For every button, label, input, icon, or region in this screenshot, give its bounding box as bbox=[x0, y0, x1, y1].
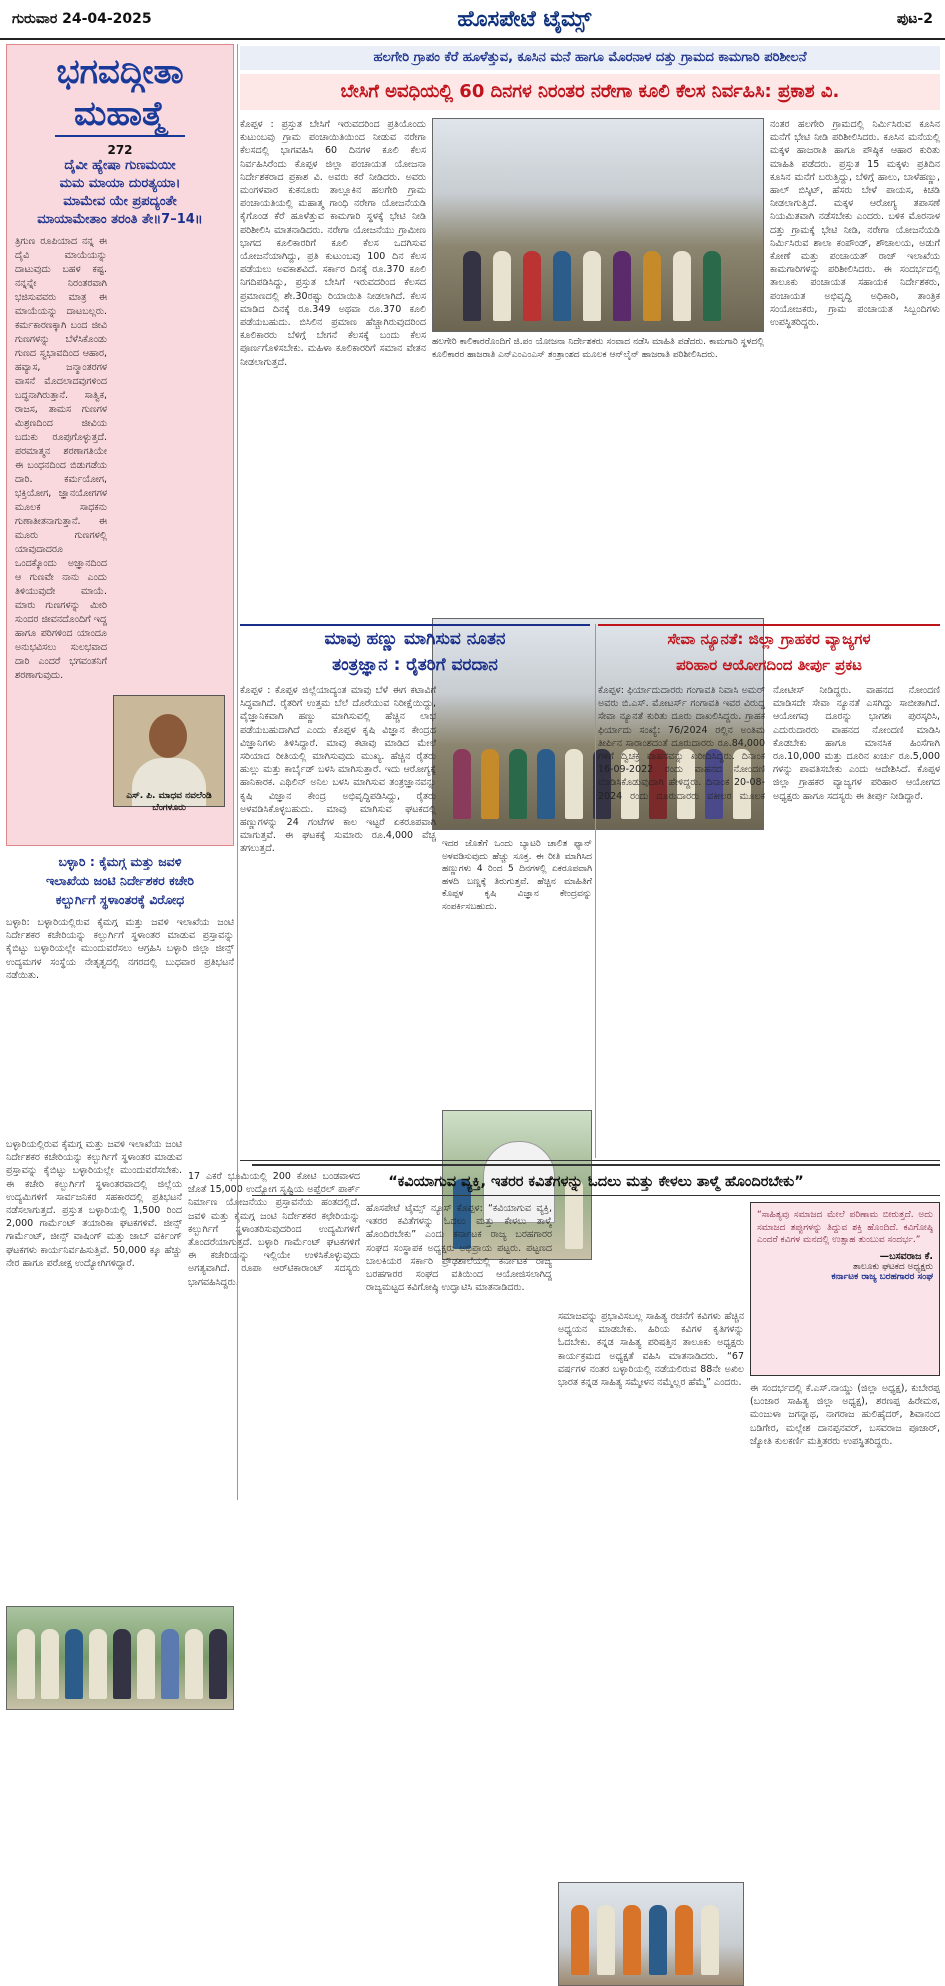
gita-body: ತ್ರಿಗುಣ ರೂಪಿಯಾದ ನನ್ನ ಈ ದೈವಿ ಮಾಯೆಯನ್ನು ದಾಟುವುದು ಬಹಳ ಕಷ್ಟ. ನನ್ನನ್ನೇ ನಿರಂತರವಾಗಿ ಭಜಿಸುವವರು ಮಾತ್ರ ಈ ಮಾಯೆಯನ್ನು ದಾಟಬಲ್ಲರು. ಕರ್ಮಕಾರಣಕ್ಕಾಗಿ ಬಂದ ಜೀವಿ ಗುಣಗಳನ್ನು ಬೆಳೆಸಿಕೊಂಡು ಗುಣದ ಸ್ವಭಾವದಿಂದ ಆಹಾರ, ಹವ್ಯಾಸ, ಜನ್ಮಾಂತರಗಳ ವಾಸನೆ ಮೊದಲಾದವುಗಳಿಂದ ಬದ್ಧನಾಗಿರುತ್ತಾನೆ. ಸಾತ್ವಿಕ, ರಾಜಸ, ತಾಮಸ ಗುಣಗಳ ಮಿಶ್ರಣದಿಂದ ಜೀವಿಯ ಬದುಕು ರೂಪುಗೊಳ್ಳುತ್ತದೆ. ಪರಮಾತ್ಮನ ಶರಣಾಗತಿಯೇ ಈ ಬಂಧನದಿಂದ ಬಿಡುಗಡೆಯ ದಾರಿ. ಕರ್ಮಯೋಗ, ಭಕ್ತಿಯೋಗ, ಜ್ಞಾನಯೋಗಗಳ ಮೂಲಕ ಸಾಧಕನು ಗುಣಾತೀತನಾಗುತ್ತಾನೆ. ಈ ಮೂರು ಗುಣಗಳಲ್ಲಿ ಯಾವುದಾದರೂ ಒಂದಕ್ಕೊಂದು ಅಜ್ಞಾನದಿಂದ ಆ ಗುಣವೇ ನಾನು ಎಂದು ತಿಳಿಯುವುದೇ ಮಾಯೆ. ಮಾರು ಗುಣಗಳನ್ನು ಮೀರಿ ಸುಂದರ ಜೀವನದೊಂದಿಗೆ ಇದ್ದ ಹಾಗೂ ಪರಿಗಳಿಂದ ಯಾಂದೂ ಅನುಭವಿಸಲು ಸುಲಭವಾದ ದಾರಿ ಎಂದರೆ ಭಗವಂತನಿಗೆ ಶರಣಾಗುವುದು. bbox=[15, 236, 107, 681]
poet-body-left: ಹೊಸಪೇಟೆ ಟೈಮ್ಸ್ ನ್ಯೂಸ್ ಕೊಪ್ಪಳ: “ಕವಿಯಾಗುವ ವ್ಯಕ್ತಿ, ಇತರರ ಕವಿತೆಗಳನ್ನು ಓದಲು ಮತ್ತು ಕೇಳಲು ತಾಳ್ಮೆ ಹೊಂದಿರಬೇಕು” ಎಂದು ಕರ್ನಾಟಕ ರಾಜ್ಯ ಬರಹಗಾರರ ಸಂಘದ ಸಂಸ್ಥಾಪಕ ಅಧ್ಯಕ್ಷರು ಅಭಿಪ್ರಾಯ ಪಟ್ಟರು. ಪಟ್ಟಣದ ಬಾಲಕಿಯರ ಸರ್ಕಾರಿ ಪ್ರೌಢಶಾಲೆಯಲ್ಲಿ ಕರ್ನಾಟಕ ರಾಜ್ಯ ಬರಹಗಾರರ ಸಂಘದ ವತಿಯಿಂದ ಆಯೋಜಿಸಲಾಗಿದ್ದ ರಾಜ್ಯಮಟ್ಟದ ಕವಿಗೋಷ್ಠಿ ಉದ್ಘಾಟಿಸಿ ಮಾತನಾಡಿದರು. bbox=[366, 1203, 552, 1294]
mango-headline bbox=[240, 624, 590, 680]
ballari-headline-line2: ಇಲಾಖೆಯ ಜಂಟಿ ನಿರ್ದೇಶಕರ ಕಚೇರಿ bbox=[46, 873, 194, 888]
ballari-body-1: ಬಳ್ಳಾರಿ: ಬಳ್ಳಾರಿಯಲ್ಲಿರುವ ಕೈಮಗ್ಗ ಮತ್ತು ಜವಳಿ ಇಲಾಖೆಯ ಜಂಟಿ ನಿರ್ದೇಶಕರ ಕಚೇರಿಯನ್ನು ಕಲ್ಬುರ್ಗಿಗೆ ಸ್ಥಳಾಂತರ ಮಾಡುವ ಪ್ರಸ್ತಾವನ್ನು ಕೈಬಿಟ್ಟು ಬಳ್ಳಾರಿಯಲ್ಲೇ ಮುಂದುವರೆಸಲು ಆಗ್ರಹಿಸಿ ಬಳ್ಳಾರಿ ಜಿಲ್ಲಾ ಜೀನ್ಸ್ ಉದ್ಯಮಗಳ ಸಂಸ್ಥೆಯ ನೇತೃತ್ವದಲ್ಲಿ ನಗರದಲ್ಲಿ ಬುಧವಾರ ಪ್ರತಿಭಟನೆ ನಡೆಯಿತು. bbox=[6, 917, 234, 981]
consumer-body: ಕೊಪ್ಪಳ: ಫಿರ್ಯಾದುದಾರರು ಗಂಗಾವತಿ ನಿವಾಸಿ ಅಮರ್ ಅವರು ಬಿ.ಎಸ್. ಮೋಟರ್ಸ್ ಗಂಗಾವತಿ ಇವರ ವಿರುದ್ಧ ಸೇವಾ ನ್ಯೂನತೆ ಕುರಿತು ದೂರು ದಾಖಲಿಸಿದ್ದರು. ಗ್ರಾಹಕ ಫಿರ್ಯಾದು ಸಂಖ್ಯೆ: 76/2024 ರಲ್ಲಿನ ಅಂತಿಮ ತೀರ್ಪಿನ ಸಾರಾಂಶದಂತೆ ದೂರುದಾರರು ರೂ.84,000 ಗಳಿಗೆ ದ್ವಿಚಕ್ರ ವಾಹನವನ್ನು ಖರೀದಿಸಿದ್ದರು. ದಿನಾಂಕ 16-09-2022 ರಂದು ವಾಹನದ ನೋಂದಣಿ ಮಾಡಿಸಿಕೊಡುವುದಾಗಿ ಹೇಳಿದ್ದರು. ದಿನಾಂಕ 20-08-2024 ರಂದು ದೂರುದಾರರು ವಕೀಲರ ಮೂಲಕ ನೋಟೀಸ್ ನೀಡಿದ್ದರು. ವಾಹನದ ನೋಂದಣಿ ಮಾಡಿಸದೇ ಸೇವಾ ನ್ಯೂನತೆ ಎಸಗಿದ್ದು ಸಾಬೀತಾಗಿದೆ. ಆಯೋಗವು ದೂರನ್ನು ಭಾಗಶಃ ಪುರಸ್ಕರಿಸಿ, ಎದುರುದಾರರು ವಾಹನದ ನೋಂದಣಿ ಮಾಡಿಸಿ ಕೊಡಬೇಕು ಹಾಗೂ ಮಾನಸಿಕ ಹಿಂಸೆಗಾಗಿ ರೂ.10,000 ಮತ್ತು ದೂರಿನ ಖರ್ಚು ರೂ.5,000 ಗಳನ್ನು ಪಾವತಿಸಬೇಕು ಎಂದು ಆದೇಶಿಸಿದೆ. ಕೊಪ್ಪಳ ಜಿಲ್ಲಾ ಗ್ರಾಹಕರ ವ್ಯಾಜ್ಯಗಳ ಪರಿಹಾರ ಆಯೋಗದ ಅಧ್ಯಕ್ಷರು ಹಾಗೂ ಸದಸ್ಯರು ಈ ತೀರ್ಪು ನೀಡಿದ್ದಾರೆ. bbox=[598, 685, 940, 802]
mango-headline-line2: ತಂತ್ರಜ್ಞಾನ : ರೈತರಿಗೆ ವರದಾನ bbox=[332, 655, 498, 675]
mango-body: ಕೊಪ್ಪಳ : ಕೊಪ್ಪಳ ಜಿಲ್ಲೆಯಾದ್ಯಂತ ಮಾವು ಬೆಳೆ ಈಗ ಕಟಾವಿಗೆ ಸಿದ್ಧವಾಗಿದೆ. ರೈತರಿಗೆ ಉತ್ತಮ ಬೆಲೆ ದೊರೆಯುವ ನಿರೀಕ್ಷೆಯಿದ್ದು, ವೈಜ್ಞಾನಿಕವಾಗಿ ಹಣ್ಣು ಮಾಗಿಸುವಲ್ಲಿ ಹೆಚ್ಚಿನ ಲಾಭ ಪಡೆಯಬಹುದಾಗಿದೆ ಎಂದು ಕೊಪ್ಪಳ ಕೃಷಿ ವಿಜ್ಞಾನ ಕೇಂದ್ರದ ವಿಜ್ಞಾನಿಗಳು ತಿಳಿಸಿದ್ದಾರೆ. ಮಾವು ಕಟಾವು ಮಾಡಿದ ಮೇಲೆ ಸರಿಯಾದ ರೀತಿಯಲ್ಲಿ ಮಾಗಿಸುವುದು ಮುಖ್ಯ. ಹೆಚ್ಚಿನ ರೈತರು ಹುಲ್ಲು ಮತ್ತು ಕಾರ್ಬೈಡ್ ಬಳಸಿ ಮಾಗಿಸುತ್ತಾರೆ. ಇದು ಆರೋಗ್ಯಕ್ಕೆ ಹಾನಿಕಾರಕ. ಎಥಿಲಿನ್ ಅನಿಲ ಬಳಸಿ ಮಾಗಿಸುವ ತಂತ್ರಜ್ಞಾನವನ್ನು ಕೃಷಿ ವಿಜ್ಞಾನ ಕೇಂದ್ರ ಅಭಿವೃದ್ಧಿಪಡಿಸಿದ್ದು, ರೈತರು ಅಳವಡಿಸಿಕೊಳ್ಳಬಹುದು. ಮಾವು ಮಾಗಿಸುವ ಘಟಕದಲ್ಲಿ ಹಣ್ಣುಗಳನ್ನು 24 ಗಂಟೆಗಳ ಕಾಲ ಇಟ್ಟರೆ ಏಕರೂಪವಾಗಿ ಮಾಗುತ್ತವೆ. ಈ ಘಟಕಕ್ಕೆ ಸುಮಾರು ರೂ.4,000 ವೆಚ್ಚ ತಗಲುತ್ತದೆ. bbox=[240, 685, 436, 855]
page-number: ಪುಟ-2 bbox=[896, 11, 933, 27]
newspaper-name: ಹೊಸಪೇಟೆ ಟೈಮ್ಸ್ bbox=[457, 6, 592, 32]
narega-photo-1 bbox=[432, 118, 764, 332]
gita-number: 272 bbox=[107, 143, 133, 157]
gita-column bbox=[6, 44, 234, 846]
ballari-headline bbox=[6, 852, 234, 912]
gita-verse-1: ದೈವೀ ಹ್ಯೇಷಾ ಗುಣಮಯೀ bbox=[64, 158, 176, 173]
ballari-headline-line3: ಕಲ್ಬುರ್ಗಿಗೆ ಸ್ಥಳಾಂತರಕ್ಕೆ ವಿರೋಧ bbox=[55, 892, 185, 907]
consumer-headline-line1: ಸೇವಾ ನ್ಯೂನತೆ: ಜಿಲ್ಲಾ ಗ್ರಾಹಕರ ವ್ಯಾಜ್ಯಗಳ bbox=[667, 630, 871, 648]
gita-verse-2: ಮಮ ಮಾಯಾ ದುರತ್ಯಯಾ। bbox=[59, 176, 181, 191]
poet-quote-author: —ಬಸವರಾಜ ಕೆ. bbox=[879, 1250, 933, 1262]
issue-date: ಗುರುವಾರ 24-04-2025 bbox=[12, 11, 152, 27]
narega-body-left: ಕೊಪ್ಪಳ : ಪ್ರಸ್ತುತ ಬೇಸಿಗೆ ಇರುವದರಿಂದ ಪ್ರತಿಯೊಂದು ಕುಟುಂಬವು ಗ್ರಾಮ ಪಂಚಾಯಿತಿಯಿಂದ ನೀಡುವ ನರೇಗಾ ಕೆಲಸದಲ್ಲಿ ಭಾಗವಹಿಸಿ 60 ದಿನಗಳ ಕೂಲಿ ಕೆಲಸ ನಿರ್ವಹಿಸಿರೆಂದು ಕೊಪ್ಪಳ ಜಿಲ್ಲಾ ಪಂಚಾಯತ ಯೋಜನಾ ನಿರ್ದೇಶಕರಾದ ಪ್ರಕಾಶ ವಿ. ಅವರು ಕರೆ ನೀಡಿದರು. ಅವರು ಮಂಗಳವಾರ ಕುಕನೂರು ತಾಲ್ಲೂಕಿನ ಹಲಗೇರಿ ಗ್ರಾಮ ಪಂಚಾಯತಿಯಲ್ಲಿ ಮಹಾತ್ಮ ಗಾಂಧಿ ನರೇಗಾ ಯೋಜನೆಯಡಿ ಕೈಗೊಂಡ ಕೆರೆ ಹೂಳೆತ್ತುವ ಕಾಮಗಾರಿ ಸ್ಥಳಕ್ಕೆ ಭೇಟಿ ನೀಡಿ ಪರಿಶೀಲಿಸಿ ಮಾತನಾಡಿದರು. ನರೇಗಾ ಯೋಜನೆಯು ಗ್ರಾಮೀಣ ಭಾಗದ ಕೂಲಿಕಾರರಿಗೆ ಕೂಲಿ ಕೆಲಸ ಒದಗಿಸುವ ಯೋಜನೆಯಾಗಿದ್ದು, ಪ್ರತಿ ಕುಟುಂಬವು 100 ದಿನ ಕೆಲಸ ಪಡೆಯಲು ಅವಕಾಶವಿದೆ. ಸರ್ಕಾರ ದಿನಕ್ಕೆ ರೂ.370 ಕೂಲಿ ನಿಗದಿಪಡಿಸಿದ್ದು, ಪ್ರಸ್ತುತ ಬೇಸಿಗೆ ಇರುವದರಿಂದ ಕೆಲಸದ ಪ್ರಮಾಣದಲ್ಲಿ ಶೇ.30ರಷ್ಟು ರಿಯಾಯಿತಿ ನೀಡಲಾಗಿದೆ. ಕೆಲಸ ಮಾಡಿದ ದಿನಕ್ಕೆ ರೂ.349 ಅಥವಾ ರೂ.370 ಕೂಲಿ ಪಡೆಯಬಹುದು. ಬಿಸಿಲಿನ ಪ್ರಮಾಣ ಹೆಚ್ಚಾಗಿರುವುದರಿಂದ ಕೂಲಿಕಾರರು ಬೆಳಿಗ್ಗೆ ಬೇಗನೆ ಕೆಲಸಕ್ಕೆ ಬಂದು ಕೆಲಸ ಪೂರ್ಣಗೊಳಿಸಬೇಕು. ಮಹಿಳಾ ಕೂಲಿಕಾರರಿಗೆ ಸಮಾನ ವೇತನ ನೀಡಲಾಗುತ್ತದೆ. bbox=[240, 119, 426, 368]
column-divider bbox=[595, 624, 596, 1158]
section-divider bbox=[240, 1160, 940, 1161]
ballari-headline-line1: ಬಳ್ಳಾರಿ : ಕೈಮಗ್ಗ ಮತ್ತು ಜವಳಿ bbox=[58, 854, 182, 869]
poet-body-mid: ಸಮಾಜವನ್ನು ಪ್ರಭಾವಿಸಬಲ್ಲ ಸಾಹಿತ್ಯ ರಚನೆಗೆ ಕವಿಗಳು ಹೆಚ್ಚಿನ ಅಧ್ಯಯನ ಮಾಡಬೇಕು. ಹಿರಿಯ ಕವಿಗಳ ಕೃತಿಗಳನ್ನು ಓದಬೇಕು. ಕನ್ನಡ ಸಾಹಿತ್ಯ ಪರಿಷತ್ತಿನ ತಾಲೂಕು ಅಧ್ಯಕ್ಷರು ಕಾರ್ಯಕ್ರಮದ ಅಧ್ಯಕ್ಷತೆ ವಹಿಸಿ ಮಾತನಾಡಿದರು. “67 ವರ್ಷಗಳ ನಂತರ ಬಳ್ಳಾರಿಯಲ್ಲಿ ನಡೆಯಲಿರುವ 88ನೇ ಅಖಿಲ ಭಾರತ ಕನ್ನಡ ಸಾಹಿತ್ಯ ಸಮ್ಮೇಳನ ನಮ್ಮೆಲ್ಲರ ಹೆಮ್ಮೆ” ಎಂದರು. bbox=[558, 1311, 744, 1389]
author-name: ಎಸ್. ಪಿ. ಮಾಧವ ನವಲೆಂಡಿ bbox=[126, 791, 212, 801]
narega-body-right: ನಂತರ ಹಲಗೇರಿ ಗ್ರಾಮದಲ್ಲಿ ನಿರ್ಮಿಸಿರುವ ಕೂಸಿನ ಮನೆಗೆ ಭೇಟಿ ನೀಡಿ ಪರಿಶೀಲಿಸಿದರು. ಕೂಸಿನ ಮನೆಯಲ್ಲಿ ಮಕ್ಕಳ ಹಾಜರಾತಿ ಹಾಗೂ ಪೌಷ್ಠಿಕ ಆಹಾರ ಕುರಿತು ಮಾಹಿತಿ ಪಡೆದರು. ಪ್ರಸ್ತುತ 15 ಮಕ್ಕಳು ಪ್ರತಿದಿನ ಕೂಸಿನ ಮನೆಗೆ ಬರುತ್ತಿದ್ದು, ಬೆಳಿಗ್ಗೆ ಹಾಲು, ಬಾಳೆಹಣ್ಣು, ಹಾಲ್ ಬಿಸ್ಕಿಟ್, ಹೆಸರು ಬೇಳೆ ಪಾಯಸ, ಕಿಚಡಿ ನೀಡಲಾಗುತ್ತಿದೆ. ಮಕ್ಕಳ ಆರೋಗ್ಯ ತಪಾಸಣೆ ನಿಯಮಿತವಾಗಿ ನಡೆಸಬೇಕು ಎಂದರು. ಬಳಿಕ ಮೊರನಾಳ ದತ್ತು ಗ್ರಾಮಕ್ಕೆ ಭೇಟಿ ನೀಡಿ, ನರೇಗಾ ಯೋಜನೆಯಡಿ ನಿರ್ಮಿಸಿರುವ ಶಾಲಾ ಕಂಪೌಂಡ್, ಶೌಚಾಲಯ, ಅಡುಗೆ ಕೋಣೆ ಮತ್ತು ಪಂಚಾಯತ್ ರಾಜ್ ಇಲಾಖೆಯ ಕಾಮಗಾರಿಗಳನ್ನು ಪರಿಶೀಲಿಸಿದರು. ಈ ಸಂದರ್ಭದಲ್ಲಿ ತಾಲೂಕು ಪಂಚಾಯತ ಸಹಾಯಕ ನಿರ್ದೇಶಕರು, ಪಂಚಾಯತ ಅಭಿವೃದ್ಧಿ ಅಧಿಕಾರಿ, ತಾಂತ್ರಿಕ ಸಂಯೋಜಕರು, ಗ್ರಾಮ ಪಂಚಾಯತ ಸಿಬ್ಬಂದಿಗಳು ಉಪಸ್ಥಿತರಿದ್ದರು. bbox=[770, 119, 940, 329]
poet-headline: “ಕವಿಯಾಗುವ ವ್ಯಕ್ತಿ, ಇತರರ ಕವಿತೆಗಳನ್ನು ಓದಲು ಮತ್ತು ಕೇಳಲು ತಾಳ್ಮೆ ಹೊಂದಿರಬೇಕು” bbox=[252, 1164, 940, 1196]
poet-quote-role-1: ತಾಲೂಕು ಘಟಕದ ಅಧ್ಯಕ್ಷರು bbox=[852, 1261, 933, 1272]
gita-verse-3: ಮಾಮೇವ ಯೇ ಪ್ರಪದ್ಯಂತೇ bbox=[63, 194, 177, 209]
ballari-photo bbox=[6, 1606, 234, 1710]
narega-kicker: ಹಲಗೇರಿ ಗ್ರಾಪಂ ಕೆರೆ ಹೂಳೆತ್ತುವ, ಕೂಸಿನ ಮನೆ ಹಾಗೂ ಮೊರನಾಳ ದತ್ತು ಗ್ರಾಮದ ಕಾಮಗಾರಿ ಪರಿಶೀಲನೆ bbox=[240, 46, 940, 70]
mango-caption: ಇದರ ಜೊತೆಗೆ ಒಂದು ಬ್ಯಾಟರಿ ಚಾಲಿತ ಫ್ಯಾನ್ ಅಳವಡಿಸುವುದು ಹೆಚ್ಚು ಸೂಕ್ತ. ಈ ರೀತಿ ಮಾಗಿಸಿದ ಹಣ್ಣುಗಳು 4 ರಿಂದ 5 ದಿನಗಳಲ್ಲಿ ಏಕರೂಪವಾಗಿ ಹಳದಿ ಬಣ್ಣಕ್ಕೆ ತಿರುಗುತ್ತವೆ. ಹೆಚ್ಚಿನ ಮಾಹಿತಿಗೆ ಕೊಪ್ಪಳ ಕೃಷಿ ವಿಜ್ಞಾನ ಕೇಂದ್ರವನ್ನು ಸಂಪರ್ಕಿಸಬಹುದು. bbox=[442, 839, 592, 912]
gita-title-line1: ಭಗವದ್ಗೀತಾ bbox=[56, 52, 184, 92]
poet-photo bbox=[558, 1882, 744, 1986]
narega-headline: ಬೇಸಿಗೆ ಅವಧಿಯಲ್ಲಿ 60 ದಿನಗಳ ನಿರಂತರ ನರೇಗಾ ಕೂಲಿ ಕೆಲಸ ನಿರ್ವಹಿಸಿ: ಪ್ರಕಾಶ ವಿ. bbox=[240, 74, 940, 110]
author-city: ಬೆಂಗಳೂರು bbox=[152, 803, 186, 813]
narega-photo-caption: ಹಲಗೇರಿ ಕಾಲಿಕಾರರೊಂದಿಗೆ ಜಿ.ಪಂ ಯೋಜನಾ ನಿರ್ದೇಶಕರು ಸಂವಾದ ನಡೆಸಿ ಮಾಹಿತಿ ಪಡೆದರು. ಕಾಮಗಾರಿ ಸ್ಥಳದಲ್ಲಿ ಕೂಲಿಕಾರರ ಹಾಜರಾತಿ ಎನ್‌ಎಂಎಂಎಸ್ ತಂತ್ರಾಂಶದ ಮೂಲಕ ಆನ್‌ಲೈನ್ ಹಾಜರಾತಿ ಪರಿಶೀಲಿಸಿದರು. bbox=[432, 337, 764, 360]
masthead bbox=[0, 0, 945, 40]
poet-quote: “ಸಾಹಿತ್ಯವು ಸಮಾಜದ ಮೇಲೆ ಪರಿಣಾಮ ಬೀರುತ್ತದೆ. ಅದು ಸಮಾಜದ ತಪ್ಪುಗಳನ್ನು ತಿದ್ದುವ ಶಕ್ತಿ ಹೊಂದಿದೆ. ಕವಿಗೋಷ್ಠಿ ಎಂದರೆ ಕವಿಗಳ ಮನದಲ್ಲಿ ಉತ್ಸಾಹ ತುಂಬುವ ಸಂದರ್ಭ.” bbox=[757, 1210, 933, 1245]
ballari-body-2: ಬಳ್ಳಾರಿಯಲ್ಲಿರುವ ಕೈಮಗ್ಗ ಮತ್ತು ಜವಳಿ ಇಲಾಖೆಯ ಜಂಟಿ ನಿರ್ದೇಶಕರ ಕಚೇರಿಯನ್ನು ಕಲ್ಬುರ್ಗಿಗೆ ಸ್ಥಳಾಂತರ ಮಾಡುವ ಪ್ರಸ್ತಾವನ್ನು ಕೈಬಿಟ್ಟು ಬಳ್ಳಾರಿಯಲ್ಲೇ ಮುಂದುವರೆಸಬೇಕು. ಈ ಕಚೇರಿ ಕಲ್ಬುರ್ಗಿಗೆ ಸ್ಥಳಾಂತರವಾದಲ್ಲಿ ಜಿಲ್ಲೆಯ ಉದ್ಯಮಿಗಳಿಗೆ ಸಾರ್ವಜನಿಕರ ಸಹಕಾರದಲ್ಲಿ ಪ್ರತಿಭಟನೆ ನಡೆಸಲಾಗುತ್ತದೆ. ಪ್ರಸ್ತುತ ಬಳ್ಳಾರಿಯಲ್ಲಿ 1,500 ರಿಂದ 2,000 ಗಾರ್ಮೆಂಟ್ ತಯಾರಿಕಾ ಘಟಕಗಳಿವೆ. ಜೀನ್ಸ್ ಗಾರ್ಮೆಂಟ್, ಜೀನ್ಸ್ ವಾಷಿಂಗ್ ಮತ್ತು ಜಾಬ್ ವರ್ಕಿಂಗ್ ಘಟಕಗಳು ಕಾರ್ಯನಿರ್ವಹಿಸುತ್ತಿವೆ. 50,000 ಕ್ಕೂ ಹೆಚ್ಚು ನೇರ ಹಾಗೂ ಪರೋಕ್ಷ ಉದ್ಯೋಗಿಗಳಿದ್ದಾರೆ. bbox=[6, 1139, 182, 1269]
consumer-headline bbox=[598, 624, 940, 680]
poet-body-right: ಈ ಸಂದರ್ಭದಲ್ಲಿ ಕೆ.ಎಸ್.ನಾಯ್ಡು (ಜಿಲ್ಲಾ ಅಧ್ಯಕ್ಷ), ಕುಬೇರಪ್ಪ (ಬಂಜಾರ ಸಾಹಿತ್ಯ ಜಿಲ್ಲಾ ಅಧ್ಯಕ್ಷ), ಶರಣಪ್ಪ ಹಿರೇಮಠ, ಮಂಜುಳಾ ಜಗನ್ನಾಥ, ನಾಗರಾಜ ಹುಲಿಹೈದರ್, ಶಿವಾನಂದ ಬಡಿಗೇರ, ಮಲ್ಲೇಶ ದಾನಪ್ಪನವರ್, ಬಸವರಾಜ ಪೂಜಾರ್, ಜ್ಯೋತಿ ಕುಲಕರ್ಣಿ ಮತ್ತಿತರರು ಉಪಸ್ಥಿತರಿದ್ದರು. bbox=[750, 1383, 940, 1447]
poet-quote-box bbox=[750, 1202, 940, 1376]
column-divider bbox=[237, 44, 238, 1500]
poet-quote-role-2: ಕರ್ನಾಟಕ ರಾಜ್ಯ ಬರಹಗಾರರ ಸಂಘ bbox=[831, 1271, 933, 1282]
gita-verse-4: ಮಾಯಾಮೇತಾಂ ತರಂತಿ ತೇ॥7–14॥ bbox=[37, 212, 203, 227]
ballari-body-3: 17 ಎಕರೆ ಭೂಮಿಯಲ್ಲಿ 200 ಕೋಟಿ ಬಂಡವಾಳದ ಜೊತೆ 15,000 ಉದ್ಯೋಗ ಸೃಷ್ಟಿಯ ಅಪ್ಪೆರಲ್ ಪಾರ್ಕ್ ನಿರ್ಮಾಣ ಯೋಜನೆಯು ಪ್ರಸ್ತಾವನೆಯ ಹಂತದಲ್ಲಿದೆ. ಜವಳಿ ಮತ್ತು ಕೈಮಗ್ಗ ಜಂಟಿ ನಿರ್ದೇಶಕರ ಕಛೇರಿಯನ್ನು ಕಲ್ಬುರ್ಗಿಗೆ ಸ್ಥಳಾಂತರಿಸುವುದರಿಂದ ಉದ್ಯಮಿಗಳಿಗೆ ತೊಂದರೆಯಾಗುತ್ತದೆ. ಬಳ್ಳಾರಿ ಗಾರ್ಮೆಂಟ್ ಘಟಕಗಳಿಗೆ ಈ ಕಚೇರಿಯನ್ನು ಇಲ್ಲಿಯೇ ಉಳಿಸಿಕೊಳ್ಳುವುದು ಅಗತ್ಯವಾಗಿದೆ. ರೂಪಾ ಆರ್‌ಟಿಕಾರಾಂಟ್ ಸದಸ್ಯರು ಭಾಗವಹಿಸಿದ್ದರು. bbox=[188, 1171, 360, 1288]
gita-title-line2: ಮಹಾತ್ಮೆ bbox=[55, 93, 185, 137]
mango-headline-line1: ಮಾವು ಹಣ್ಣು ಮಾಗಿಸುವ ನೂತನ bbox=[324, 629, 506, 649]
consumer-headline-line2: ಪರಿಹಾರ ಆಯೋಗದಿಂದ ತೀರ್ಪು ಪ್ರಕಟ bbox=[676, 656, 862, 674]
